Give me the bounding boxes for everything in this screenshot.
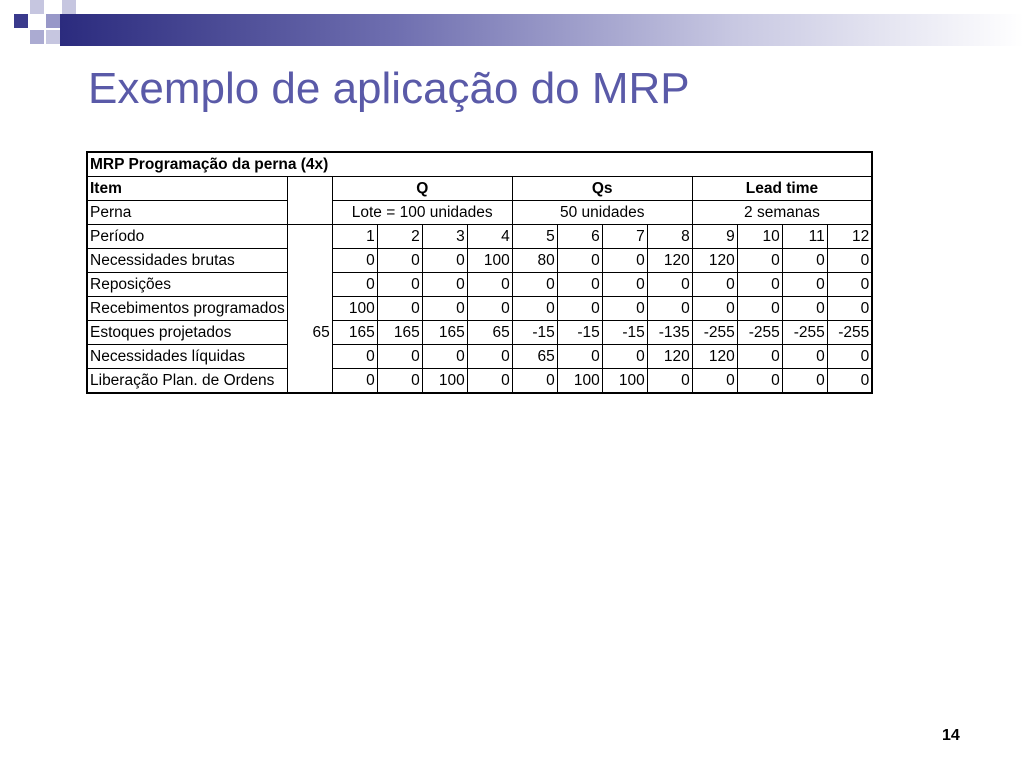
table-cell: 0 [782,249,827,273]
table-cell: 100 [557,369,602,394]
table-row [87,321,872,345]
table-cell: 0 [827,345,872,369]
row-label: Recebimentos programados [87,297,287,321]
table-cell: 0 [827,273,872,297]
table-cell: 120 [692,345,737,369]
table-cell: 0 [782,273,827,297]
table-cell: 0 [467,345,512,369]
table-cell: 0 [377,345,422,369]
row-label: Liberação Plan. de Ordens [87,369,287,394]
table-cell: -255 [827,321,872,345]
table-cell: -255 [782,321,827,345]
table-cell: 0 [512,273,557,297]
table-cell: 0 [827,369,872,394]
table-cell: 0 [602,249,647,273]
table-cell: 100 [467,249,512,273]
table-cell: 11 [782,225,827,249]
row-initial [287,225,332,249]
header-row [87,177,872,201]
decor-square [30,30,44,44]
table-cell: 0 [782,345,827,369]
table-cell: 0 [737,297,782,321]
table-cell: 0 [782,297,827,321]
table-cell: 0 [602,273,647,297]
table-cell: 0 [377,273,422,297]
table-cell: 0 [692,297,737,321]
table-cell: -255 [737,321,782,345]
table-cell: 0 [377,297,422,321]
table-cell: 0 [377,249,422,273]
row-initial [287,297,332,321]
table-cell: 0 [737,249,782,273]
row-initial [287,273,332,297]
subheader-row [87,201,872,225]
table-cell: 0 [422,345,467,369]
table-row [87,369,872,394]
subheader-qs: 50 unidades [512,201,692,225]
header-qs: Qs [512,177,692,201]
table-cell: 0 [692,369,737,394]
table-cell: 0 [557,273,602,297]
table-cell: 0 [827,297,872,321]
table-cell: -135 [647,321,692,345]
table-cell: 0 [467,369,512,394]
table-cell: 165 [377,321,422,345]
header-q: Q [332,177,512,201]
table-row [87,249,872,273]
table-cell: 2 [377,225,422,249]
table-cell: -15 [602,321,647,345]
table-caption: MRP Programação da perna (4x) [87,152,872,177]
table-cell: 7 [602,225,647,249]
table-cell: -15 [557,321,602,345]
table-cell: 8 [647,225,692,249]
table-cell: 0 [782,369,827,394]
page-number: 14 [942,727,960,744]
table-cell: 0 [422,297,467,321]
mrp-table [86,151,873,394]
table-cell: 100 [602,369,647,394]
decor-square [46,30,60,44]
table-cell: 0 [377,369,422,394]
row-label: Necessidades brutas [87,249,287,273]
row-label: Estoques projetados [87,321,287,345]
table-cell: 120 [647,345,692,369]
header-gradient-bar [60,14,1024,46]
slide-title: Exemplo de aplicação do MRP [88,64,690,113]
table-row [87,297,872,321]
table-cell: 3 [422,225,467,249]
table-row [87,273,872,297]
table-cell: 0 [647,369,692,394]
table-cell: 120 [647,249,692,273]
row-label: Reposições [87,273,287,297]
table-cell: 0 [602,345,647,369]
table-cell: 0 [557,249,602,273]
table-row [87,345,872,369]
decor-square [46,14,60,28]
table-cell: 0 [827,249,872,273]
row-initial [287,369,332,394]
decor-square [62,0,76,14]
table-cell: 1 [332,225,377,249]
table-cell: 100 [332,297,377,321]
table-cell: 0 [332,273,377,297]
table-cell: 0 [557,345,602,369]
subheader-lead-time: 2 semanas [692,201,872,225]
subheader-item: Perna [87,201,287,225]
table-cell: 0 [737,273,782,297]
header-spacer [287,177,332,225]
table-cell: 65 [512,345,557,369]
table-cell: 165 [422,321,467,345]
table-cell: 10 [737,225,782,249]
table-cell: 5 [512,225,557,249]
table-cell: 0 [737,369,782,394]
table-cell: 0 [332,369,377,394]
table-cell: 0 [467,297,512,321]
table-cell: 0 [332,249,377,273]
table-cell: 0 [512,369,557,394]
table-cell: 0 [647,297,692,321]
row-initial [287,249,332,273]
table-cell: -255 [692,321,737,345]
row-initial [287,345,332,369]
table-cell: 0 [557,297,602,321]
decor-square [14,14,28,28]
header-item: Item [87,177,287,201]
table-caption-row [87,152,872,177]
row-label: Período [87,225,287,249]
table-cell: 0 [422,249,467,273]
table-cell: 0 [737,345,782,369]
table-cell: 0 [647,273,692,297]
table-cell: 100 [422,369,467,394]
row-initial: 65 [287,321,332,345]
subheader-q: Lote = 100 unidades [332,201,512,225]
table-cell: 9 [692,225,737,249]
table-cell: 0 [422,273,467,297]
table-row [87,225,872,249]
table-cell: 0 [332,345,377,369]
table-cell: 80 [512,249,557,273]
row-label: Necessidades líquidas [87,345,287,369]
table-cell: 120 [692,249,737,273]
table-cell: 4 [467,225,512,249]
table-cell: 12 [827,225,872,249]
table-cell: 165 [332,321,377,345]
table-cell: -15 [512,321,557,345]
table-cell: 65 [467,321,512,345]
table-cell: 0 [467,273,512,297]
decor-square [30,0,44,14]
table-cell: 6 [557,225,602,249]
table-cell: 0 [512,297,557,321]
header-lead-time: Lead time [692,177,872,201]
table-cell: 0 [602,297,647,321]
table-cell: 0 [692,273,737,297]
